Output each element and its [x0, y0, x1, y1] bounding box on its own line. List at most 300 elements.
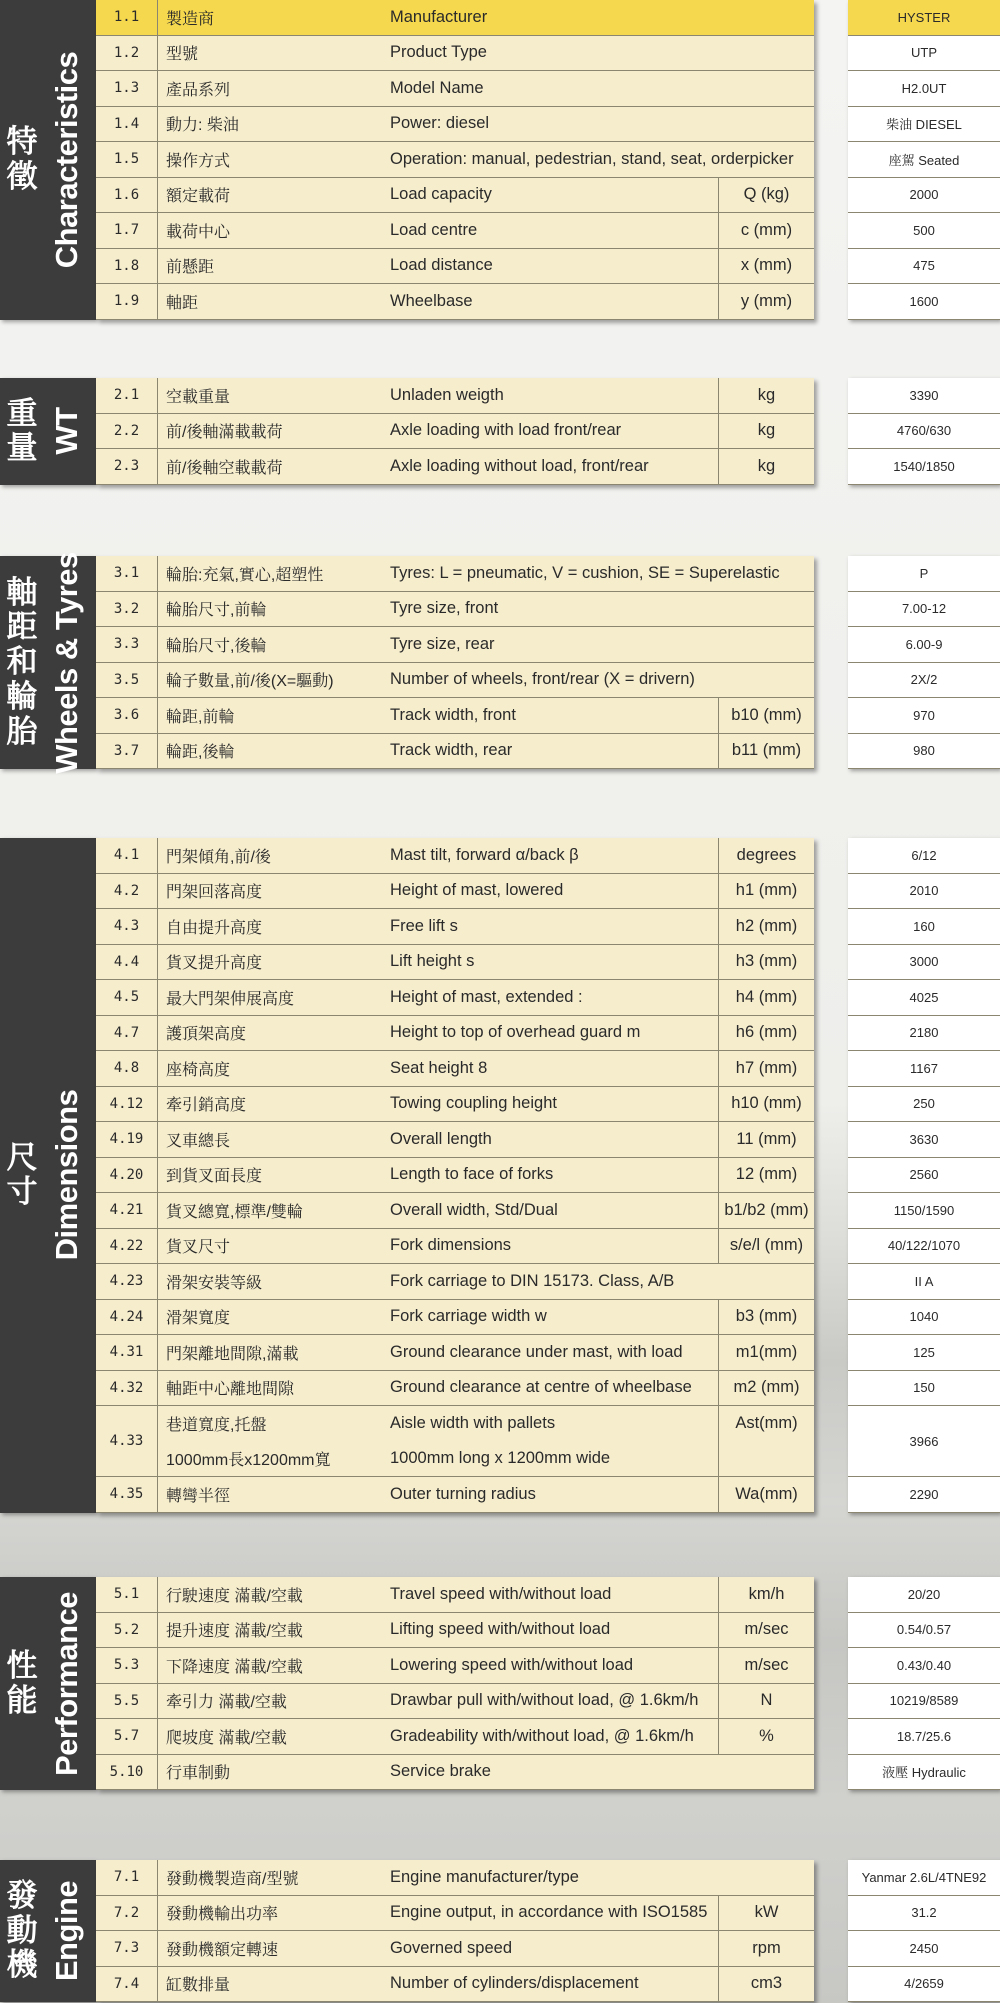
- section-wt: [0, 378, 1000, 485]
- row-unit: c (mm): [718, 213, 814, 248]
- table-row: [96, 1300, 814, 1336]
- row-number: 4.22: [96, 1229, 158, 1264]
- row-number: 3.3: [96, 627, 158, 662]
- row-chinese-label: 牽引銷高度: [166, 1097, 247, 1115]
- row-value: P: [848, 556, 1000, 592]
- row-chinese-line: 巷道寬度,托盤: [166, 1417, 267, 1434]
- row-number: 2.3: [96, 449, 158, 484]
- row-value: 3000: [848, 945, 1000, 981]
- section-english-title: Performance: [49, 1591, 84, 1776]
- row-value: 4025: [848, 980, 1000, 1016]
- section-sidebar: [0, 551, 96, 774]
- row-unit: cm3: [718, 1967, 814, 2002]
- table-row: [96, 874, 814, 910]
- row-value: HYSTER: [848, 0, 1000, 36]
- spec-table: [96, 556, 814, 769]
- section-sidebar: [0, 838, 96, 1513]
- row-english-label: Drawbar pull with/without load, @ 1.6km/h: [390, 1691, 699, 1710]
- row-unit: rpm: [718, 1931, 814, 1966]
- row-unit: h7 (mm): [718, 1051, 814, 1086]
- row-value: 1040: [848, 1300, 1000, 1336]
- row-chinese-label: 製造商: [166, 10, 215, 28]
- section-chinese-char: 輪: [6, 678, 38, 715]
- table-row: [96, 1122, 814, 1158]
- row-value: 20/20: [848, 1577, 1000, 1613]
- row-number: 7.1: [96, 1860, 158, 1895]
- row-chinese-label: 滑架安裝等級: [166, 1274, 263, 1292]
- row-value: 500: [848, 213, 1000, 249]
- row-chinese-label: 轉彎半徑: [166, 1487, 231, 1505]
- section-chinese-char: 胎: [6, 713, 38, 750]
- row-english-label: Model Name: [390, 78, 484, 97]
- value-column: [848, 556, 1000, 769]
- table-row: [96, 284, 814, 320]
- row-value: 0.54/0.57: [848, 1613, 1000, 1649]
- section-chinese-title: [4, 1577, 40, 1790]
- row-chinese-label: 軸距中心離地間隙: [166, 1381, 295, 1399]
- row-number: 1.6: [96, 178, 158, 213]
- row-chinese-label: 輪胎尺寸,前輪: [166, 602, 267, 620]
- table-row: [96, 414, 814, 450]
- row-number: 4.33: [96, 1406, 158, 1476]
- row-number: 4.31: [96, 1335, 158, 1370]
- table-row: [96, 107, 814, 143]
- row-unit: Wa(mm): [718, 1477, 814, 1512]
- row-value: 4/2659: [848, 1967, 1000, 2003]
- row-value: 1167: [848, 1051, 1000, 1087]
- row-value: 2290: [848, 1477, 1000, 1513]
- row-number: 1.1: [96, 0, 158, 35]
- value-column: [848, 1860, 1000, 2002]
- section-performance: [0, 1577, 1000, 1790]
- row-chinese-label: 護頂架高度: [166, 1026, 247, 1044]
- table-row: [96, 698, 814, 734]
- row-unit: b11 (mm): [718, 734, 814, 769]
- row-value: 125: [848, 1335, 1000, 1371]
- row-value: 2450: [848, 1931, 1000, 1967]
- row-number: 5.5: [96, 1684, 158, 1719]
- row-english-label: Height to top of overhead guard m: [390, 1023, 641, 1042]
- row-value: 2X/2: [848, 663, 1000, 699]
- row-chinese-label: [158, 1406, 390, 1476]
- table-row: [96, 734, 814, 770]
- row-number: 5.3: [96, 1648, 158, 1683]
- row-number: 4.3: [96, 909, 158, 944]
- row-english-label: Number of cylinders/displacement: [390, 1974, 639, 1993]
- section-engine: [0, 1860, 1000, 2002]
- row-unit: kg: [718, 378, 814, 413]
- row-value: 3630: [848, 1122, 1000, 1158]
- row-english-label: Governed speed: [390, 1938, 513, 1957]
- row-unit: h2 (mm): [718, 909, 814, 944]
- table-row: [96, 1613, 814, 1649]
- value-column: [848, 1577, 1000, 1790]
- row-chinese-label: 座椅高度: [166, 1061, 231, 1079]
- row-english-label: Height of mast, lowered: [390, 881, 564, 900]
- table-row: [96, 142, 814, 178]
- row-number: 1.8: [96, 249, 158, 284]
- row-number: 5.10: [96, 1755, 158, 1790]
- row-english-label: Service brake: [390, 1762, 491, 1781]
- table-row: [96, 1648, 814, 1684]
- row-value: 3966: [848, 1406, 1000, 1477]
- section-chinese-char: 機: [6, 1947, 38, 1984]
- row-value: 160: [848, 909, 1000, 945]
- row-english-label: Tyres: L = pneumatic, V = cushion, SE = Superelastic: [390, 563, 780, 582]
- row-number: 4.7: [96, 1016, 158, 1051]
- row-value: 980: [848, 734, 1000, 770]
- row-chinese-label: 自由提升高度: [166, 919, 263, 937]
- row-unit: b3 (mm): [718, 1300, 814, 1335]
- section-chinese-char: 動: [6, 1912, 38, 1949]
- row-number: 3.2: [96, 592, 158, 627]
- row-unit: 12 (mm): [718, 1158, 814, 1193]
- table-row: [96, 249, 814, 285]
- row-english-label: Length to face of forks: [390, 1165, 554, 1184]
- row-chinese-label: 提升速度 滿載/空載: [166, 1623, 303, 1641]
- table-row: [96, 378, 814, 414]
- table-row: [96, 1719, 814, 1755]
- row-unit: m/sec: [718, 1613, 814, 1648]
- value-column: [848, 838, 1000, 1513]
- row-number: 1.9: [96, 284, 158, 319]
- table-row: [96, 556, 814, 592]
- row-chinese-label: 行駛速度 滿載/空載: [166, 1587, 303, 1605]
- row-number: 3.7: [96, 734, 158, 769]
- row-number: 4.20: [96, 1158, 158, 1193]
- row-number: 7.3: [96, 1931, 158, 1966]
- row-english-label: Tyre size, rear: [390, 634, 495, 653]
- row-english-label: Load distance: [390, 256, 493, 275]
- row-chinese-label: 前/後軸滿載載荷: [166, 424, 283, 442]
- section-english-title: Engine: [49, 1880, 84, 1982]
- row-number: 4.21: [96, 1193, 158, 1228]
- row-english-line: Aisle width with pallets: [390, 1414, 556, 1432]
- row-value: 1600: [848, 284, 1000, 320]
- section-sidebar: [0, 1577, 96, 1790]
- row-unit: h6 (mm): [718, 1016, 814, 1051]
- row-chinese-label: 前/後軸空載載荷: [166, 459, 283, 477]
- row-chinese-label: 輪距,前輪: [166, 708, 235, 726]
- row-chinese-label: 載荷中心: [166, 223, 231, 241]
- table-row: [96, 1860, 814, 1896]
- row-value: 0.43/0.40: [848, 1648, 1000, 1684]
- row-number: 7.2: [96, 1896, 158, 1931]
- row-english-label: Axle loading without load, front/rear: [390, 456, 649, 475]
- row-number: 1.5: [96, 142, 158, 177]
- spec-table: [96, 0, 814, 320]
- row-number: 5.1: [96, 1577, 158, 1612]
- row-value: 970: [848, 698, 1000, 734]
- row-number: 4.19: [96, 1122, 158, 1157]
- table-row: [96, 449, 814, 485]
- row-unit: x (mm): [718, 249, 814, 284]
- row-english-label: Manufacturer: [390, 7, 488, 26]
- table-row: [96, 1016, 814, 1052]
- row-number: 2.1: [96, 378, 158, 413]
- row-number: 5.7: [96, 1719, 158, 1754]
- row-number: 4.12: [96, 1087, 158, 1122]
- row-chinese-line: 1000mm長x1200mm寬: [166, 1452, 331, 1469]
- spec-table: [96, 838, 814, 1513]
- section-chinese-char: 和: [6, 644, 38, 681]
- row-number: 5.2: [96, 1613, 158, 1648]
- row-english-label: Operation: manual, pedestrian, stand, seat, orderpicker: [390, 149, 794, 168]
- row-chinese-label: 爬坡度 滿載/空載: [166, 1729, 287, 1747]
- table-row: [96, 1967, 814, 2003]
- row-chinese-label: 輪胎:充氣,實心,超塑性: [166, 566, 324, 584]
- row-chinese-label: 貨叉總寬,標準/雙輪: [166, 1203, 303, 1221]
- row-english-label: Overall length: [390, 1129, 492, 1148]
- row-english-label: Axle loading with load front/rear: [390, 421, 622, 440]
- row-english-label: Track width, rear: [390, 741, 513, 760]
- row-english-label: Product Type: [390, 43, 487, 62]
- section-sidebar: [0, 1860, 96, 2002]
- row-number: 4.4: [96, 945, 158, 980]
- row-unit: h4 (mm): [718, 980, 814, 1015]
- row-value: 2000: [848, 178, 1000, 214]
- row-value: 2010: [848, 874, 1000, 910]
- table-row: [96, 592, 814, 628]
- section-chinese-char: 特: [6, 124, 38, 161]
- section-chinese-char: 軸: [6, 574, 38, 611]
- table-row: [96, 178, 814, 214]
- row-chinese-label: 門架離地間隙,滿載: [166, 1345, 299, 1363]
- row-english-label: Ground clearance at centre of wheelbase: [390, 1378, 692, 1397]
- section-chinese-char: 能: [6, 1682, 38, 1719]
- row-english-label: Fork carriage width w: [390, 1307, 547, 1326]
- row-number: 4.35: [96, 1477, 158, 1512]
- row-number: 4.32: [96, 1371, 158, 1406]
- row-unit: m1(mm): [718, 1335, 814, 1370]
- row-value: 7.00-12: [848, 592, 1000, 628]
- row-unit: kg: [718, 414, 814, 449]
- row-english-label: Height of mast, extended :: [390, 987, 583, 1006]
- row-unit: m/sec: [718, 1648, 814, 1683]
- row-value: H2.0UT: [848, 71, 1000, 107]
- row-english-label: Overall width, Std/Dual: [390, 1200, 558, 1219]
- section-chinese-char: 發: [6, 1877, 38, 1914]
- row-english-label: Engine manufacturer/type: [390, 1867, 579, 1886]
- row-english-label: Gradeability with/without load, @ 1.6km/h: [390, 1726, 694, 1745]
- section-chinese-title: [4, 1860, 40, 2002]
- section-chinese-title: [4, 838, 40, 1513]
- row-value: 6/12: [848, 838, 1000, 874]
- row-value: 475: [848, 249, 1000, 285]
- row-value: 1540/1850: [848, 449, 1000, 485]
- row-chinese-label: 輪距,後輪: [166, 744, 235, 762]
- section-english-title: Wheels & Tyres: [49, 551, 84, 774]
- row-unit: Q (kg): [718, 178, 814, 213]
- table-row: [96, 1087, 814, 1123]
- row-chinese-label: 門架傾角,前/後: [166, 848, 271, 866]
- table-row: [96, 1229, 814, 1265]
- section-english-title: Dimensions: [49, 1089, 84, 1261]
- row-value: 250: [848, 1087, 1000, 1123]
- section-english-title: Characteristics: [49, 51, 84, 269]
- table-row: [96, 1477, 814, 1513]
- table-row: [96, 1406, 814, 1477]
- table-row: [96, 1755, 814, 1791]
- row-english-label: Seat height 8: [390, 1058, 488, 1077]
- row-english-label: Lifting speed with/without load: [390, 1620, 611, 1639]
- row-chinese-label: 發動機輸出功率: [166, 1906, 279, 1924]
- spec-table: [96, 378, 814, 485]
- row-number: 4.23: [96, 1264, 158, 1299]
- row-english-label: Unladen weigth: [390, 385, 504, 404]
- row-english-label: Lowering speed with/without load: [390, 1655, 634, 1674]
- value-column: [848, 0, 1000, 320]
- row-unit: kW: [718, 1896, 814, 1931]
- table-row: [96, 1371, 814, 1407]
- row-unit: kg: [718, 449, 814, 484]
- row-english-label: Fork dimensions: [390, 1236, 512, 1255]
- table-row: [96, 1051, 814, 1087]
- row-value: 柴油 DIESEL: [848, 107, 1000, 143]
- row-chinese-label: 下降速度 滿載/空載: [166, 1658, 303, 1676]
- table-row: [96, 1158, 814, 1194]
- section-chinese-title: [4, 0, 40, 320]
- row-number: 4.5: [96, 980, 158, 1015]
- row-chinese-label: 滑架寬度: [166, 1310, 231, 1328]
- row-chinese-label: 貨叉尺寸: [166, 1239, 231, 1257]
- spec-table: [96, 1860, 814, 2002]
- section-chinese-char: 距: [6, 609, 38, 646]
- row-chinese-label: 缸數排量: [166, 1977, 231, 1995]
- table-row: [96, 0, 814, 36]
- row-english-label: Load capacity: [390, 185, 492, 204]
- section-wheels-tyres: [0, 551, 1000, 774]
- row-unit: b10 (mm): [718, 698, 814, 733]
- row-english-label: Outer turning radius: [390, 1484, 536, 1503]
- table-row: [96, 1335, 814, 1371]
- row-unit: m2 (mm): [718, 1371, 814, 1406]
- section-chinese-char: 量: [6, 430, 38, 467]
- row-chinese-label: 額定載荷: [166, 188, 231, 206]
- row-unit: b1/b2 (mm): [718, 1193, 814, 1228]
- row-unit: %: [718, 1719, 814, 1754]
- row-value: Yanmar 2.6L/4TNE92: [848, 1860, 1000, 1896]
- row-value: 4760/630: [848, 414, 1000, 450]
- section-chinese-char: 寸: [6, 1174, 38, 1211]
- row-number: 7.4: [96, 1967, 158, 2002]
- row-number: 4.2: [96, 874, 158, 909]
- row-value: 150: [848, 1371, 1000, 1407]
- row-number: 1.2: [96, 36, 158, 71]
- table-row: [96, 1193, 814, 1229]
- section-characteristics: [0, 0, 1000, 320]
- row-number: 1.3: [96, 71, 158, 106]
- spec-table: [96, 1577, 814, 1790]
- row-english-label: Load centre: [390, 220, 478, 239]
- section-sidebar: [0, 0, 96, 320]
- row-unit: h3 (mm): [718, 945, 814, 980]
- row-unit: Ast(mm): [718, 1406, 814, 1476]
- row-value: 1150/1590: [848, 1193, 1000, 1229]
- table-row: [96, 1931, 814, 1967]
- row-chinese-label: 貨叉提升高度: [166, 955, 263, 973]
- row-chinese-label: 發動機製造商/型號: [166, 1870, 299, 1888]
- section-chinese-char: 徵: [6, 158, 38, 195]
- row-number: 3.5: [96, 663, 158, 698]
- row-unit: s/e/l (mm): [718, 1229, 814, 1264]
- row-value: UTP: [848, 36, 1000, 72]
- row-chinese-label: 輪子數量,前/後(X=驅動): [166, 673, 334, 691]
- row-number: 4.8: [96, 1051, 158, 1086]
- row-chinese-label: 到貨叉面長度: [166, 1168, 263, 1186]
- row-number: 4.1: [96, 838, 158, 873]
- row-english-label: Ground clearance under mast, with load: [390, 1342, 683, 1361]
- row-unit: y (mm): [718, 284, 814, 319]
- row-unit: 11 (mm): [718, 1122, 814, 1157]
- row-value: 液壓 Hydraulic: [848, 1755, 1000, 1791]
- row-number: 2.2: [96, 414, 158, 449]
- row-chinese-label: 牽引力 滿載/空載: [166, 1694, 287, 1712]
- row-chinese-label: 輪胎尺寸,後輪: [166, 637, 267, 655]
- row-chinese-label: 前懸距: [166, 259, 215, 277]
- row-value: 31.2: [848, 1896, 1000, 1932]
- row-chinese-label: 行車制動: [166, 1765, 231, 1783]
- table-row: [96, 36, 814, 72]
- table-row: [96, 945, 814, 981]
- row-chinese-label: 操作方式: [166, 152, 231, 170]
- row-english-label: Track width, front: [390, 705, 516, 724]
- row-english-label: Lift height s: [390, 952, 475, 971]
- table-row: [96, 838, 814, 874]
- row-english-label: Mast tilt, forward α/back β: [390, 845, 579, 864]
- row-unit: h1 (mm): [718, 874, 814, 909]
- row-number: 3.6: [96, 698, 158, 733]
- section-chinese-char: 尺: [6, 1139, 38, 1176]
- row-number: 4.24: [96, 1300, 158, 1335]
- row-chinese-label: 軸距: [166, 294, 199, 312]
- section-chinese-title: [4, 556, 40, 769]
- row-unit: degrees: [718, 838, 814, 873]
- table-row: [96, 1896, 814, 1932]
- row-value: 3390: [848, 378, 1000, 414]
- row-english-label: Towing coupling height: [390, 1094, 557, 1113]
- row-chinese-label: 最大門架伸展高度: [166, 990, 295, 1008]
- section-english-title: WT: [49, 407, 84, 455]
- section-dimensions: [0, 838, 1000, 1513]
- table-row: [96, 1264, 814, 1300]
- section-chinese-char: 重: [6, 395, 38, 432]
- row-chinese-label: 發動機額定轉速: [166, 1941, 279, 1959]
- table-row: [96, 213, 814, 249]
- row-value: 18.7/25.6: [848, 1719, 1000, 1755]
- row-english-label: Power: diesel: [390, 114, 490, 133]
- row-value: 2180: [848, 1016, 1000, 1052]
- row-english-label: Travel speed with/without load: [390, 1584, 612, 1603]
- row-number: 1.7: [96, 213, 158, 248]
- row-unit: N: [718, 1684, 814, 1719]
- row-value: 40/122/1070: [848, 1229, 1000, 1265]
- section-chinese-title: [4, 378, 40, 485]
- row-chinese-label: 門架回落高度: [166, 884, 263, 902]
- table-row: [96, 71, 814, 107]
- table-row: [96, 1577, 814, 1613]
- row-english-label: Number of wheels, front/rear (X = drivern): [390, 670, 695, 689]
- table-row: [96, 663, 814, 699]
- row-english-label: Tyre size, front: [390, 599, 499, 618]
- row-value: 6.00-9: [848, 627, 1000, 663]
- row-chinese-label: 空載重量: [166, 388, 231, 406]
- row-english-label: Fork carriage to DIN 15173. Class, A/B: [390, 1271, 675, 1290]
- row-english-line: 1000mm long x 1200mm wide: [390, 1449, 611, 1467]
- row-value: 2560: [848, 1158, 1000, 1194]
- table-row: [96, 980, 814, 1016]
- row-english-label: Wheelbase: [390, 291, 473, 310]
